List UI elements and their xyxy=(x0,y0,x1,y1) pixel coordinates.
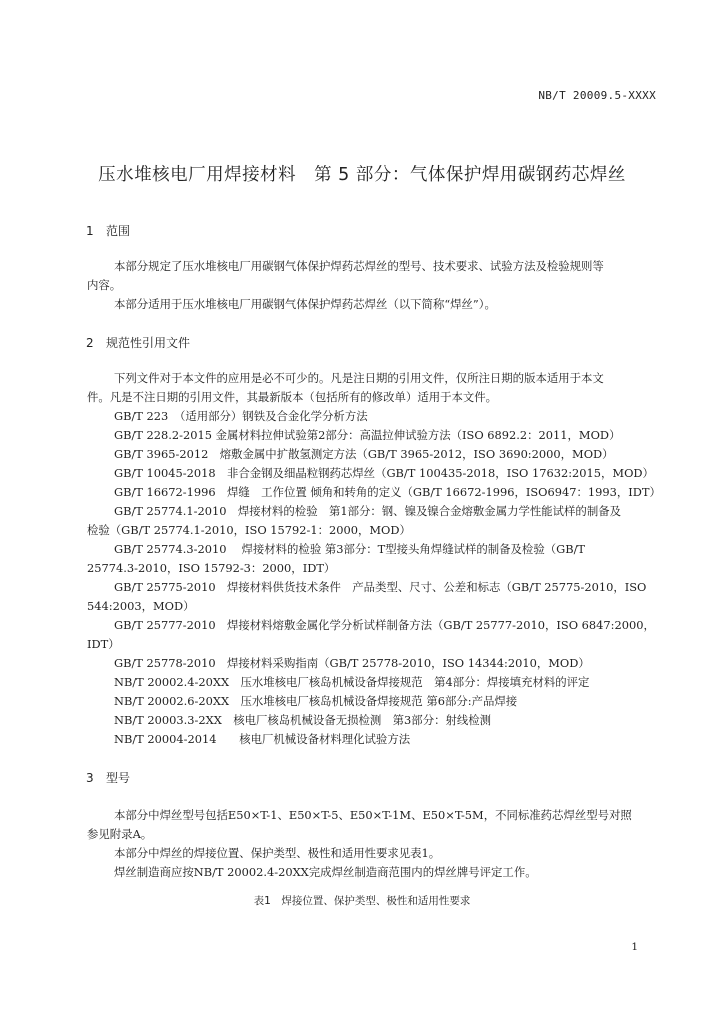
reference-item: GB/T 25774.1-2010 焊接材料的检验 第1部分：钢、镍及镍合金熔敷金属力学性能试样的制备及 xyxy=(114,504,621,518)
reference-item: NB/T 20002.4-20XX 压水堆核电厂核岛机械设备焊接规范 第4部分：焊接填充材料的评定 xyxy=(114,675,590,689)
section-title: 范围 xyxy=(106,224,131,238)
table-caption: 表1 焊接位置、保护类型、极性和适用性要求 xyxy=(253,895,471,907)
page-number: 1 xyxy=(631,941,638,953)
reference-item: NB/T 20004-2014 核电厂机械设备材料理化试验方法 xyxy=(114,732,411,746)
reference-item: GB/T 3965-2012 熔敷金属中扩散氢测定方法（GB/T 3965-2012，ISO 3690:2000，MOD） xyxy=(114,447,614,461)
section-2-body xyxy=(87,369,657,407)
reference-item-continuation: IDT） xyxy=(87,637,120,651)
paragraph-line: 本部分适用于压水堆核电厂用碳钢气体保护焊药芯焊丝（以下简称“焊丝”）。 xyxy=(114,297,496,311)
paragraph-line: 内容。 xyxy=(87,278,122,292)
reference-item-continuation: 25774.3-2010，ISO 15792-3：2000，IDT） xyxy=(87,561,336,575)
reference-item: GB/T 25778-2010 焊接材料采购指南（GB/T 25778-2010，ISO 14344:2010，MOD） xyxy=(114,656,590,670)
reference-item-continuation: 544:2003，MOD） xyxy=(87,599,195,613)
normative-references-list xyxy=(87,407,661,749)
document-title: 压水堆核电厂用焊接材料 第 5 部分：气体保护焊用碳钢药芯焊丝 xyxy=(98,165,626,185)
section-3-body xyxy=(87,806,657,882)
paragraph-line: 件。凡是不注日期的引用文件，其最新版本（包括所有的修改单）适用于本文件。 xyxy=(87,390,498,404)
paragraph-line: 本部分中焊丝的焊接位置、保护类型、极性和适用性要求见表1。 xyxy=(114,846,441,860)
section-number: 2 xyxy=(86,336,94,350)
reference-item: GB/T 16672-1996 焊缝 工作位置 倾角和转角的定义（GB/T 16672-1996，ISO6947：1993，IDT） xyxy=(114,485,661,499)
reference-item: GB/T 223 （适用部分）钢铁及合金化学分析方法 xyxy=(114,409,368,423)
paragraph-line: 本部分规定了压水堆核电厂用碳钢气体保护焊药芯焊丝的型号、技术要求、试验方法及检验规则等 xyxy=(114,259,604,273)
section-title: 规范性引用文件 xyxy=(106,336,191,350)
reference-item-continuation: 检验（GB/T 25774.1-2010，ISO 15792-1：2000，MOD） xyxy=(87,523,411,537)
paragraph-line: 焊丝制造商应按NB/T 20002.4-20XX完成焊丝制造商范围内的焊丝牌号评定工作。 xyxy=(114,865,537,879)
reference-item: GB/T 25775-2010 焊接材料供货技术条件 产品类型、尺寸、公差和标志（GB/T 25775-2010，ISO xyxy=(114,580,647,594)
reference-item: GB/T 10045-2018 非合金钢及细晶粒钢药芯焊丝（GB/T 100435-2018，ISO 17632:2015，MOD） xyxy=(114,466,654,480)
paragraph-line: 下列文件对于本文件的应用是必不可少的。凡是注日期的引用文件，仅所注日期的版本适用于本文 xyxy=(114,371,604,385)
document-code: NB/T 20009.5-XXXX xyxy=(538,89,656,102)
paragraph-line: 本部分中焊丝型号包括E50×T-1、E50×T-5、E50×T-1M、E50×T-5M，不同标准药芯焊丝型号对照 xyxy=(114,808,632,822)
section-number: 3 xyxy=(86,771,94,785)
reference-item: GB/T 228.2-2015 金属材料拉伸试验第2部分：高温拉伸试验方法（ISO 6892.2：2011，MOD） xyxy=(114,428,621,442)
paragraph-line: 参见附录A。 xyxy=(87,827,153,841)
section-1-body xyxy=(87,257,657,314)
reference-item: NB/T 20002.6-20XX 压水堆核电厂核岛机械设备焊接规范 第6部分:产品焊接 xyxy=(114,694,518,708)
section-2-heading xyxy=(86,334,190,351)
section-3-heading xyxy=(86,769,130,786)
section-number: 1 xyxy=(86,224,94,238)
section-1-heading xyxy=(86,222,130,239)
reference-item: NB/T 20003.3-2XX 核电厂核岛机械设备无损检测 第3部分：射线检测 xyxy=(114,713,492,727)
section-title: 型号 xyxy=(106,771,131,785)
reference-item: GB/T 25774.3-2010 焊接材料的检验 第3部分：T型接头角焊缝试样的制备及检验（GB/T xyxy=(114,542,586,556)
reference-item: GB/T 25777-2010 焊接材料熔敷金属化学分析试样制备方法（GB/T 25777-2010，ISO 6847:2000， xyxy=(114,618,655,632)
